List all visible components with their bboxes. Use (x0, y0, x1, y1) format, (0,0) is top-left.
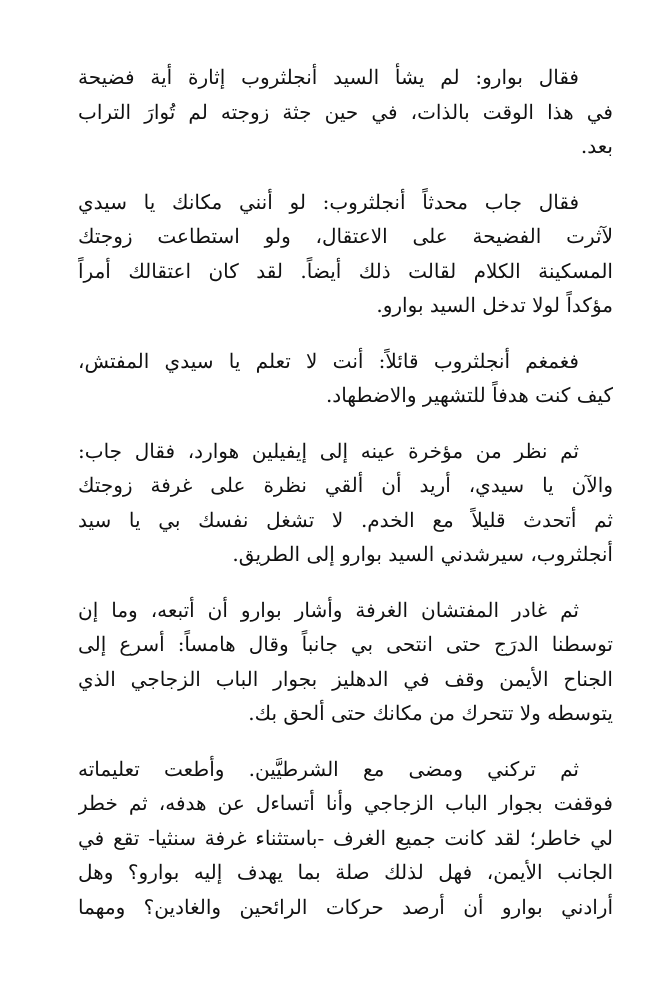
text-line: ثم غادر المفتشان الغرفة وأشار بوارو أن أتبعه، وما إن (78, 597, 579, 622)
text-line: المسكينة الكلام لقالت ذلك أيضاً. لقد كان اعتقالك أمراً (78, 258, 613, 283)
text-line: فقال جاب محدثاً أنجلثروب: لو أنني مكانك يا سيدي (78, 189, 579, 214)
paragraph (78, 434, 613, 572)
text-line: والآن يا سيدي، أريد أن ألقي نظرة على غرفة زوجتك (78, 473, 613, 497)
text-line: مؤكداً لولا تدخل السيد بوارو. (376, 293, 613, 317)
text-line: أنجلثروب، سيرشدني السيد بوارو إلى الطريق. (232, 542, 613, 566)
text-line: ثم تركني ومضى مع الشرطيَّين. وأطعت تعليماته (78, 756, 579, 781)
text-line: في هذا الوقت بالذات، في حين جثة زوجته لم تُوارَ التراب (78, 99, 613, 124)
text-line: فغمغم أنجلثروب قائلاً: أنت لا تعلم يا سيدي المفتش، (78, 348, 579, 373)
text-line: ثم نظر من مؤخرة عينه إلى إيفيلين هوارد، فقال جاب: (78, 438, 579, 463)
paragraph (78, 60, 613, 164)
paragraph (78, 752, 613, 925)
text-line: الجانب الأيمن، فهل لذلك صلة بما يهدف إليه بوارو؟ وهل (78, 860, 613, 884)
text-line: لآثرت الفضيحة على الاعتقال، ولو استطاعت زوجتك (78, 224, 613, 248)
paragraph (78, 344, 613, 413)
paragraph (78, 185, 613, 323)
text-line: بعد. (580, 134, 613, 158)
text-line: الجناح الأيمن وقف في الدهليز بجوار الباب الزجاجي الذي (78, 666, 613, 691)
text-line: لي خاطر؛ لقد كانت جميع الغرف -باستثناء غرفة سنثيا- تقع في (78, 825, 613, 850)
text-line: فقال بوارو: لم يشأ السيد أنجلثروب إثارة أية فضيحة (78, 65, 579, 89)
text-line: كيف كنت هدفاً للتشهير والاضطهاد. (325, 383, 613, 407)
paragraph (78, 593, 613, 731)
text-line: فوقفت بجوار الباب الزجاجي وأنا أتساءل عن هدفه، ثم خطر (78, 791, 613, 815)
text-line: توسطنا الدرَج حتى انتحى بي جانباً وقال هامساً: أسرع إلى (78, 632, 613, 656)
text-line: أرادني بوارو أن أرصد حركات الرائحين والغادين؟ ومهما (78, 894, 613, 919)
text-line: يتوسطه ولا تتحرك من مكانك حتى ألحق بك. (248, 701, 613, 725)
book-page (78, 60, 613, 945)
text-line: ثم أتحدث قليلاً مع الخدم. لا تشغل نفسك بي يا سيد (78, 507, 613, 532)
